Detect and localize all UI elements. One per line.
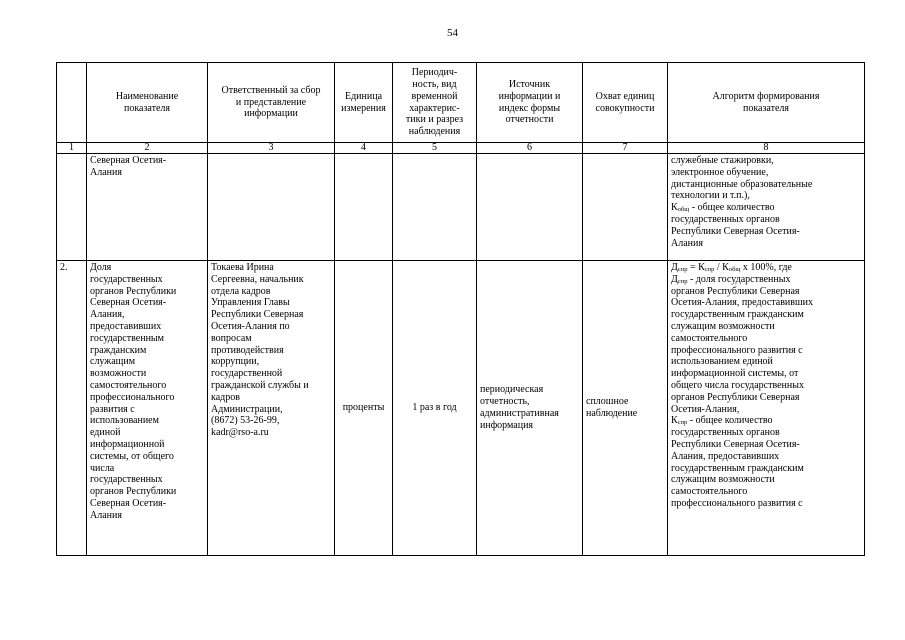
text-line: Сергеевна, начальник xyxy=(211,273,304,285)
text-line: электронное обучение, xyxy=(671,166,769,178)
text-line: характерис- xyxy=(409,102,460,114)
text-line: Северная Осетия- xyxy=(90,155,167,166)
responsible-cell xyxy=(208,154,335,261)
text-line: Осетия-Алания, предоставивших xyxy=(671,297,814,309)
text-line: служебные стажировки, xyxy=(671,155,774,166)
column-number: 6 xyxy=(477,143,583,154)
text-line: Осетия-Алания, xyxy=(671,403,740,415)
text-line: Алания xyxy=(90,166,122,178)
text-line: Наименование xyxy=(115,90,179,102)
text-line: Алания, xyxy=(90,309,125,321)
text-line: показателя xyxy=(742,102,790,114)
row-number-cell: 2. xyxy=(57,261,87,556)
text-line: единой xyxy=(90,427,121,439)
text-line: отчетности xyxy=(505,114,554,126)
algorithm-text xyxy=(671,155,861,202)
formula: $Д_{спр} = К_{спр} / К_{общ}$ х 100%, где xyxy=(671,262,792,273)
text-line: государственным xyxy=(90,332,164,344)
column-number: 5 xyxy=(393,143,477,154)
text-line: Алгоритм формирования xyxy=(712,90,820,102)
header-row xyxy=(57,63,865,143)
text-line: Ответственный за сбор xyxy=(221,84,321,96)
text-line: служащим возможности xyxy=(671,320,775,332)
column-number: 1 xyxy=(57,143,87,154)
algorithm-cell xyxy=(668,261,865,556)
text-line: периодическая xyxy=(480,384,544,396)
text-line: информации xyxy=(244,108,298,120)
text-line: органов Республики xyxy=(90,285,177,297)
header-cell xyxy=(393,63,477,143)
text-line: (8672) 53-26-99, xyxy=(211,415,280,427)
algorithm-cell xyxy=(668,154,865,261)
text-line: Доля xyxy=(90,262,112,273)
text-line: гражданским xyxy=(90,344,147,356)
column-number: 3 xyxy=(208,143,335,154)
text-line: Республики Северная Осетия- xyxy=(671,438,800,450)
d-definition-text xyxy=(671,286,861,416)
column-number: 2 xyxy=(87,143,208,154)
text-line: административная xyxy=(480,408,559,419)
coverage-cell xyxy=(583,261,668,556)
text-line: самостоятельного xyxy=(90,379,167,391)
column-number: 7 xyxy=(583,143,668,154)
row-number-cell xyxy=(57,154,87,261)
text-line: Алания, предоставивших xyxy=(671,450,780,462)
text-line: Алания xyxy=(671,237,703,249)
text-line: развития с xyxy=(90,403,135,415)
text-line: служащим возможности xyxy=(671,474,775,486)
text-line: коррупции, xyxy=(211,356,260,368)
text-line: гражданской службы и xyxy=(211,379,309,391)
text-line: государственных органов xyxy=(671,213,780,225)
text-line: дистанционные образовательные xyxy=(671,178,813,190)
coverage-cell xyxy=(583,154,668,261)
text-line: отдела кадров xyxy=(211,285,271,297)
column-number-row xyxy=(57,143,865,154)
text-line: кадров xyxy=(211,391,240,403)
text-line: противодействия xyxy=(211,344,284,356)
header-cell xyxy=(87,63,208,143)
text-line: отчетность, xyxy=(480,396,530,408)
text-line: числа xyxy=(90,462,115,474)
text-line: измерения xyxy=(341,102,386,114)
text-line: использованием единой xyxy=(671,356,773,368)
header-cell xyxy=(57,63,87,143)
text-line: ность, вид xyxy=(412,78,457,90)
text-line: Алания xyxy=(90,509,122,521)
header-cell xyxy=(208,63,335,143)
text-line: сплошное xyxy=(586,396,629,408)
source-cell xyxy=(477,261,583,556)
periodicity-cell xyxy=(393,154,477,261)
text-line: kadr@rso-a.ru xyxy=(211,427,269,439)
column-number: 8 xyxy=(668,143,865,154)
text-line: индекс формы xyxy=(498,102,561,114)
text-line: органов Республики Северная xyxy=(671,391,800,403)
text-line: служащим xyxy=(90,356,136,368)
text-line: предоставивших xyxy=(90,320,162,332)
text-line: Токаева Ирина xyxy=(211,262,274,273)
text-line: государственных органов xyxy=(671,427,780,439)
text-line: технологии и т.п.), xyxy=(671,190,750,202)
text-line: тики и разрез xyxy=(405,114,464,126)
text-line: органов Республики Северная xyxy=(671,285,800,297)
text-line: возможности xyxy=(90,368,147,380)
text-line: государственных xyxy=(90,474,163,486)
text-line: Северная Осетия- xyxy=(90,497,167,509)
text-line: совокупности xyxy=(595,102,655,114)
text-line: профессионального развития с xyxy=(671,497,803,509)
table-row xyxy=(57,154,865,261)
text-line: государственных xyxy=(90,273,163,285)
header-cell xyxy=(335,63,393,143)
text-line: временной xyxy=(411,90,458,102)
text-line: профессионального развития с xyxy=(671,344,803,356)
text-line: Периодич- xyxy=(411,67,458,79)
text-line: Осетия-Алания по xyxy=(211,320,290,332)
text-line: органов Республики xyxy=(90,486,177,498)
indicator-name-cell xyxy=(87,261,208,556)
text-line: Источник xyxy=(508,78,551,90)
text-line: самостоятельного xyxy=(671,332,748,344)
text-line: государственной xyxy=(211,368,283,380)
periodicity-cell: 1 раз в год xyxy=(393,261,477,556)
header-cell xyxy=(477,63,583,143)
unit-cell xyxy=(335,154,393,261)
text-line: профессионального xyxy=(90,391,175,403)
text-line: и представление xyxy=(235,96,307,108)
text-line: вопросам xyxy=(211,332,252,344)
text-line: общего числа государственных xyxy=(671,379,804,391)
text-line: использованием xyxy=(90,415,159,427)
text-line: Единица xyxy=(344,90,383,102)
text-line: Управления Главы xyxy=(211,297,290,309)
text-line: самостоятельного xyxy=(671,486,748,498)
text-line: государственным гражданским xyxy=(671,462,804,474)
page-number: 54 xyxy=(447,27,458,39)
d-definition: $Д_{спр}$ - доля государственных xyxy=(671,273,791,285)
column-number: 4 xyxy=(335,143,393,154)
indicator-table xyxy=(56,62,865,556)
text-line: государственным гражданским xyxy=(671,309,804,321)
text-line: информации и xyxy=(498,90,561,102)
k-definition: $К_{спр}$ - общее количество xyxy=(671,415,773,427)
text-line: показателя xyxy=(123,102,171,114)
k-total-definition-text xyxy=(671,214,861,249)
text-line: системы, от общего xyxy=(90,450,174,462)
k-total-definition: $К_{общ}$ - общее количество xyxy=(671,202,775,214)
text-line: информация xyxy=(480,419,534,431)
text-line: Республики Северная xyxy=(211,309,304,321)
unit-cell: проценты xyxy=(335,261,393,556)
k-definition-text xyxy=(671,427,861,510)
text-line: Северная Осетия- xyxy=(90,297,167,309)
header-cell xyxy=(583,63,668,143)
responsible-cell xyxy=(208,261,335,556)
table-row xyxy=(57,261,865,556)
text-line: Республики Северная Осетия- xyxy=(671,225,800,237)
text-line: Администрации, xyxy=(211,403,283,415)
text-line: информационной системы, от xyxy=(671,368,799,380)
indicator-name-cell xyxy=(87,154,208,261)
text-line: наблюдения xyxy=(408,126,461,138)
source-cell xyxy=(477,154,583,261)
text-line: информационной xyxy=(90,438,165,450)
text-line: наблюдение xyxy=(586,408,638,419)
header-cell xyxy=(668,63,865,143)
text-line: Охват единиц xyxy=(595,90,655,102)
